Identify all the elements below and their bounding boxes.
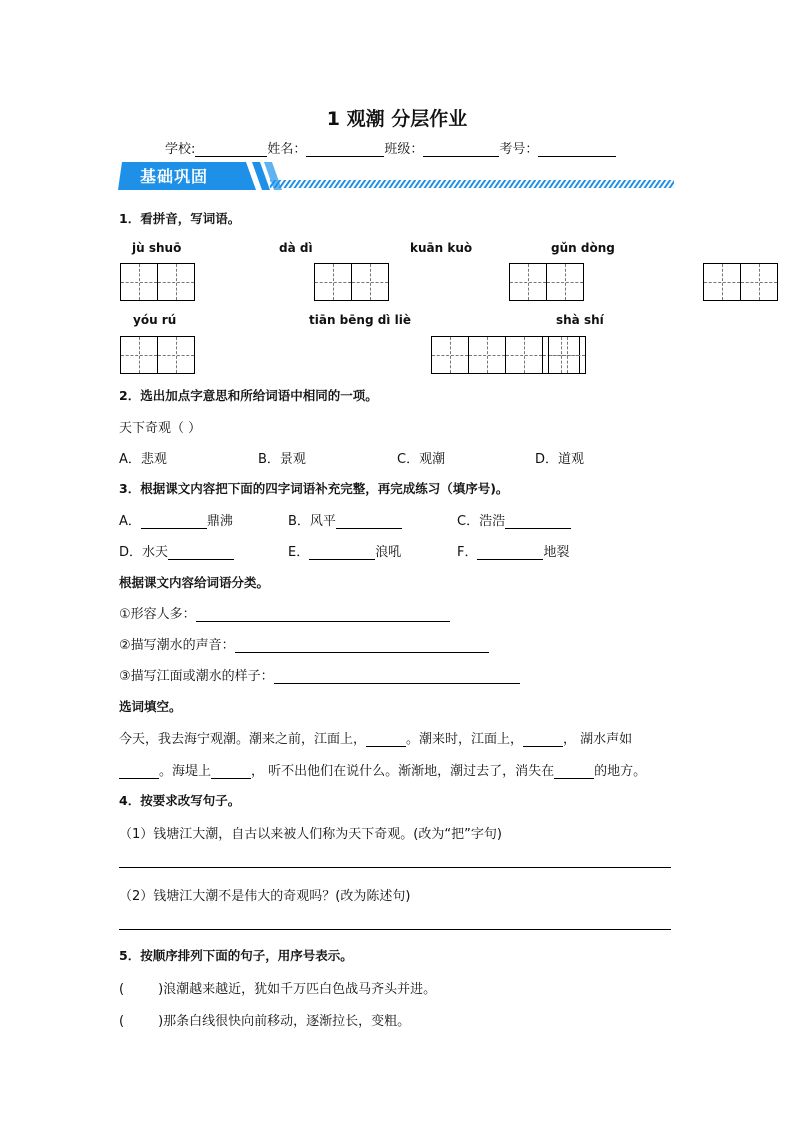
q2-option-d[interactable]: D．道观: [535, 452, 585, 467]
name-field[interactable]: [306, 142, 384, 157]
banner-title: 基础巩固: [140, 167, 209, 186]
writing-box[interactable]: [351, 263, 389, 301]
q3-classify-1-label: ①形容人多：: [119, 607, 196, 622]
q3-item-d-label: D．水天: [119, 545, 169, 560]
writing-box[interactable]: [120, 336, 158, 374]
q3-fill-blank-3[interactable]: [119, 764, 159, 779]
q3-fill-blank-5[interactable]: [554, 764, 594, 779]
writing-box[interactable]: [703, 263, 741, 301]
q4-answer-line-1[interactable]: [119, 867, 671, 868]
q1-pinyin-5: yóu rú: [133, 313, 177, 327]
q1-boxes-4[interactable]: [703, 263, 777, 301]
writing-box[interactable]: [157, 263, 195, 301]
writing-box[interactable]: [740, 263, 778, 301]
writing-box[interactable]: [509, 263, 547, 301]
q3-blank-c[interactable]: [505, 514, 571, 529]
writing-box[interactable]: [120, 263, 158, 301]
writing-box[interactable]: [431, 336, 469, 374]
q3-item-e-word: 浪吼: [375, 545, 402, 560]
q5-paren-open-2: (: [119, 1014, 125, 1029]
q4-answer-line-2[interactable]: [119, 929, 671, 930]
writing-box[interactable]: [314, 263, 352, 301]
q3-fill-text-1b: 。潮来时，江面上，: [406, 732, 524, 747]
q3-fill-title: 选词填空。: [119, 699, 182, 714]
q3-classify-2-line[interactable]: [235, 638, 489, 653]
writing-box[interactable]: [505, 336, 543, 374]
q5-line-1: [119, 978, 436, 997]
q1-pinyin-7: shà shí: [556, 313, 604, 327]
q3-item-e-label: E．: [288, 545, 310, 560]
q2-option-c[interactable]: C．观潮: [397, 452, 446, 467]
q1-boxes-5[interactable]: [120, 336, 194, 374]
q3-item-c: [457, 510, 571, 529]
q3-classify-2: [119, 634, 489, 653]
q3-fill-text-2c: 的地方。: [594, 764, 647, 779]
q1-boxes-2[interactable]: [314, 263, 388, 301]
q3-item-a-word: 鼎沸: [206, 514, 233, 529]
q4-sentence-2: （2）钱塘江大潮不是伟大的奇观吗？(改为陈述句): [119, 889, 411, 904]
q3-classify-3: [119, 665, 520, 684]
q3-item-d: [119, 541, 234, 560]
q3-fill-line-1: [119, 728, 632, 747]
writing-box[interactable]: [157, 336, 195, 374]
q3-item-f: [457, 541, 570, 560]
q1-boxes-1[interactable]: [120, 263, 194, 301]
q3-fill-blank-1[interactable]: [366, 732, 406, 747]
q3-classify-3-line[interactable]: [274, 669, 520, 684]
school-label: 学校:: [165, 142, 196, 157]
q1-pinyin-6: tiān bēng dì liè: [309, 313, 411, 327]
q2-stem: 天下奇观（ ）: [119, 421, 202, 436]
q3-fill-blank-2[interactable]: [523, 732, 563, 747]
q5-title: 5．按顺序排列下面的句子，用序号表示。: [119, 948, 353, 963]
q3-classify-2-label: ②描写潮水的声音：: [119, 638, 235, 653]
q3-item-f-label: F．: [457, 545, 478, 560]
q1-pinyin-3: kuān kuò: [410, 241, 473, 255]
q3-fill-text-2b: ， 听不出他们在说什么。渐渐地，潮过去了，消失在: [251, 764, 555, 779]
school-field[interactable]: [195, 142, 267, 157]
q5-paren-close-1: ): [158, 982, 164, 997]
q3-item-f-word: 地裂: [543, 545, 570, 560]
exam-field[interactable]: [538, 142, 616, 157]
class-label: 班级：: [384, 142, 424, 157]
section-banner: [118, 160, 674, 192]
student-info-line: [165, 138, 616, 157]
q1-pinyin-1: jù shuō: [132, 241, 182, 255]
q3-item-c-label: C．浩浩: [457, 514, 506, 529]
writing-box[interactable]: [468, 336, 506, 374]
q3-fill-text-2a: 。海堤上: [159, 764, 212, 779]
q3-classify-title: 根据课文内容给词语分类。: [119, 575, 270, 590]
q1-pinyin-2: dà dì: [279, 241, 313, 255]
q1-boxes-3[interactable]: [509, 263, 583, 301]
q3-item-a: [119, 510, 233, 529]
q5-sentence-2: 那条白线很快向前移动，逐渐拉长，变粗。: [163, 1014, 411, 1029]
q5-sentence-1: 浪潮越来越近，犹如千万匹白色战马齐头并进。: [163, 982, 437, 997]
name-label: 姓名：: [267, 142, 307, 157]
class-field[interactable]: [423, 142, 499, 157]
exam-label: 考号：: [499, 142, 539, 157]
q3-fill-line-2: [119, 760, 646, 779]
q3-item-e: [288, 541, 401, 560]
q1-pinyin-4: gǔn dòng: [551, 241, 615, 255]
q3-classify-3-label: ③描写江面或潮水的样子：: [119, 669, 274, 684]
q3-blank-b[interactable]: [336, 514, 402, 529]
q1-title: 1．看拼音，写词语。: [119, 211, 241, 226]
q3-blank-d[interactable]: [168, 545, 234, 560]
q3-fill-blank-4[interactable]: [211, 764, 251, 779]
writing-box[interactable]: [546, 263, 584, 301]
q5-paren-open-1: (: [119, 982, 125, 997]
q3-classify-1-line[interactable]: [196, 607, 450, 622]
q5-paren-close-2: ): [158, 1014, 164, 1029]
q4-sentence-1: （1）钱塘江大潮，自古以来被人们称为天下奇观。(改为“把”字句): [119, 827, 502, 842]
q3-blank-a[interactable]: [141, 514, 207, 529]
q5-line-2: [119, 1010, 410, 1029]
q2-option-a[interactable]: A．悲观: [119, 452, 167, 467]
q3-title: 3．根据课文内容把下面的四字词语补充完整，再完成练习（填序号)。: [119, 481, 509, 496]
q3-fill-text-1c: ， 湖水声如: [563, 732, 633, 747]
q3-item-a-label: A．: [119, 514, 141, 529]
q4-title: 4．按要求改写句子。: [119, 793, 241, 808]
q1-boxes-7[interactable]: [548, 336, 585, 374]
page-title: 1 观潮 分层作业: [326, 108, 468, 130]
q3-fill-text-1a: 今天，我去海宁观潮。潮来之前，江面上，: [119, 732, 367, 747]
q3-item-b-label: B．风平: [288, 514, 336, 529]
q3-item-b: [288, 510, 402, 529]
writing-box[interactable]: [548, 336, 586, 374]
q2-title: 2．选出加点字意思和所给词语中相同的一项。: [119, 388, 378, 403]
q3-classify-1: [119, 603, 450, 622]
q3-blank-f[interactable]: [477, 545, 543, 560]
q2-option-b[interactable]: B．景观: [258, 452, 306, 467]
q3-blank-e[interactable]: [309, 545, 375, 560]
